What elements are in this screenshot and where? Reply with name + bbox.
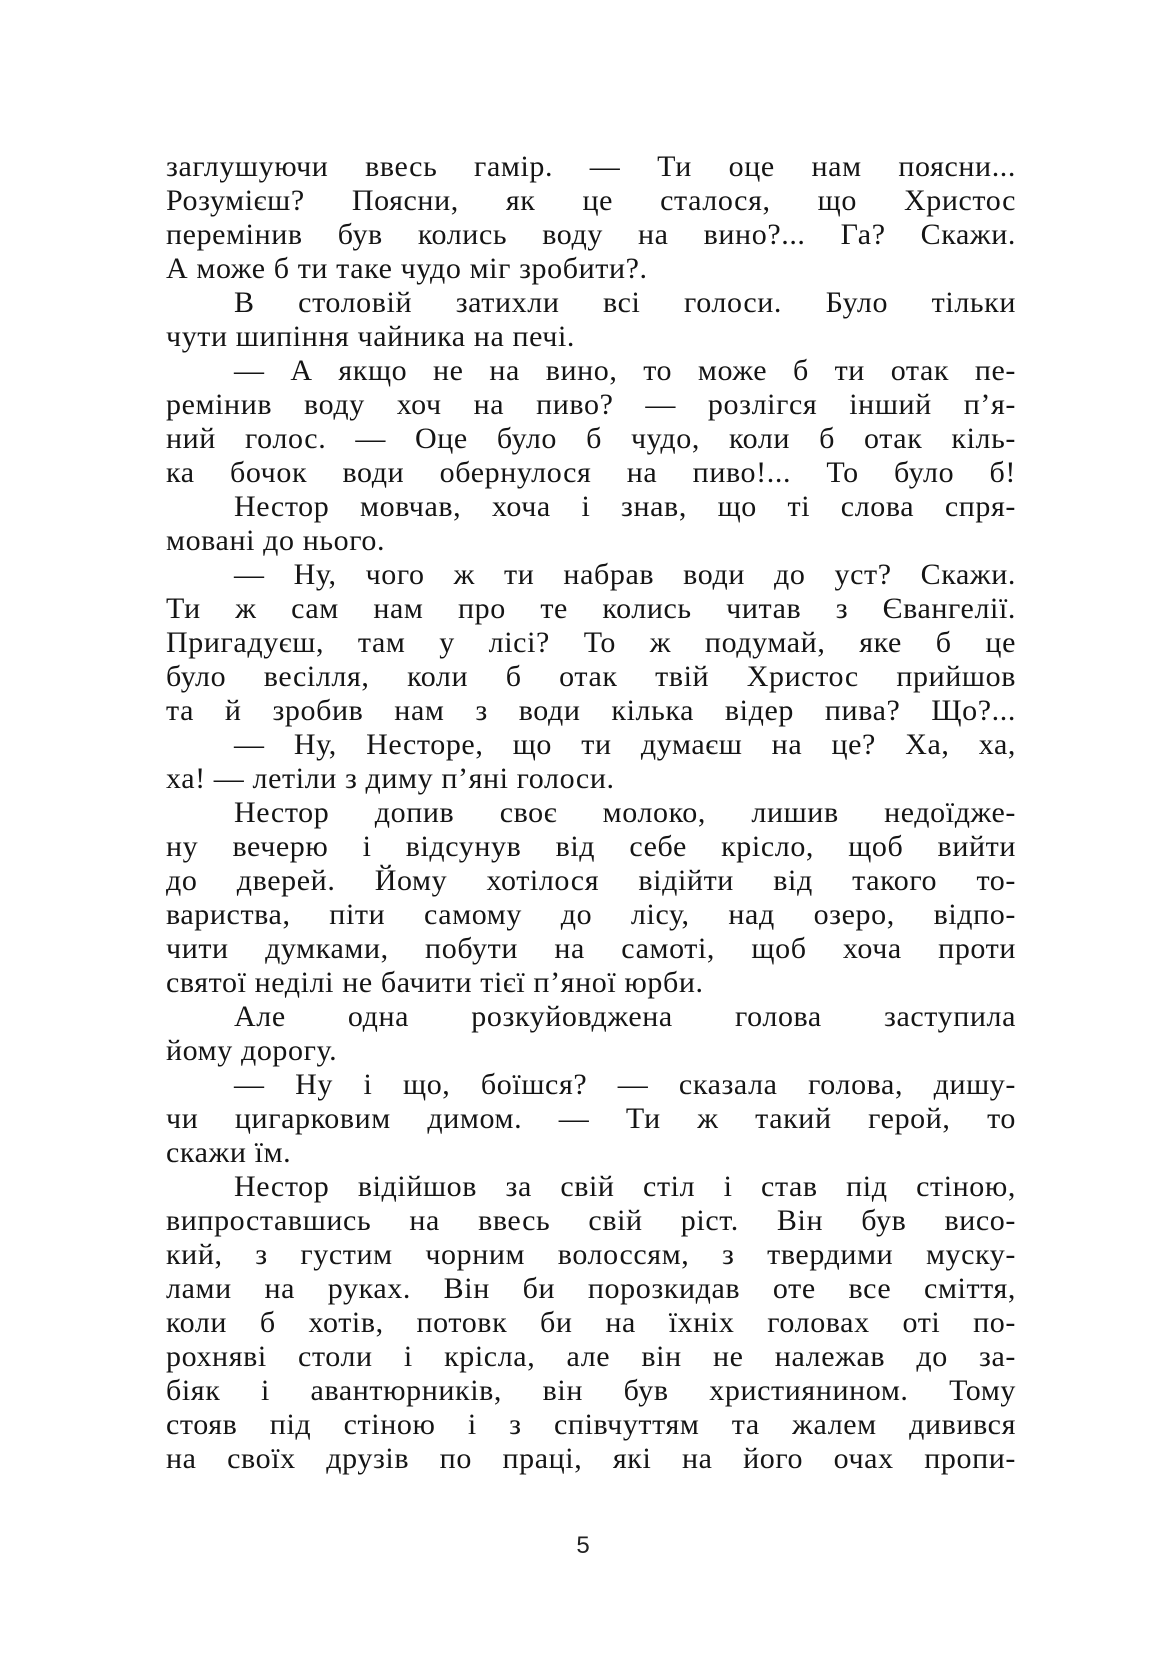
text-line: коли б хотів, потовк би на їхніх головах оті по- — [166, 1306, 1016, 1339]
text-line: мовані до нього. — [166, 524, 386, 557]
text-line: чи цигарковим димом. — Ти ж такий герой, то — [166, 1102, 1016, 1135]
text-line: Ти ж сам нам про те колись читав з Євангелії. — [166, 592, 1016, 625]
text-line: чути шипіння чайника на печі. — [166, 320, 576, 353]
text-line: випроставшись на ввесь свій ріст. Він був висо- — [166, 1204, 1016, 1237]
text-line: Нестор мовчав, хоча і знав, що ті слова спря- — [234, 490, 1016, 523]
text-line: Нестор відійшов за свій стіл і став під стіною, — [234, 1170, 1016, 1203]
text-line: заглушуючи ввесь гамір. — Ти оце нам поясни... — [166, 150, 1016, 183]
text-line: Розумієш? Поясни, як це сталося, що Христос — [166, 184, 1016, 217]
text-line: чити думками, побути на самоті, щоб хоча проти — [166, 932, 1016, 965]
text-line: — Ну і що, боїшся? — сказала голова, дишу- — [234, 1068, 1016, 1101]
text-line: йому дорогу. — [166, 1034, 338, 1067]
text-line: та й зробив нам з води кілька відер пива? Що?... — [166, 694, 1016, 727]
text-line: ремінив воду хоч на пиво? — розлігся інший п’я- — [166, 388, 1016, 421]
text-line: кий, з густим чорним волоссям, з твердими муску- — [166, 1238, 1016, 1271]
text-line: ка бочок води обернулося на пиво!... То було б! — [166, 456, 1016, 489]
text-line: на своїх друзів по праці, які на його очах пропи- — [166, 1442, 1016, 1475]
text-line: святої неділі не бачити тієї п’яної юрби. — [166, 966, 704, 999]
body-text — [166, 150, 1016, 1476]
text-line: — Ну, чого ж ти набрав води до уст? Скажи. — [234, 558, 1016, 591]
text-line: скажи їм. — [166, 1136, 292, 1169]
text-line: — Ну, Несторе, що ти думаєш на це? Ха, ха, — [234, 728, 1016, 761]
text-line: біяк і авантюрників, він був християнином. Тому — [166, 1374, 1016, 1407]
text-line: Але одна розкуйовджена голова заступила — [234, 1000, 1016, 1033]
page-number: 5 — [576, 1532, 590, 1559]
text-line: вариства, піти самому до лісу, над озеро, відпо- — [166, 898, 1016, 931]
text-line: — А якщо не на вино, то може б ти отак пе- — [234, 354, 1016, 387]
text-line: рохняві столи і крісла, але він не належав до за- — [166, 1340, 1016, 1373]
text-line: В столовій затихли всі голоси. Було тільки — [234, 286, 1016, 319]
text-line: ха! — летіли з диму п’яні голоси. — [166, 762, 615, 795]
text-line: Нестор допив своє молоко, лишив недоїдже- — [234, 796, 1016, 829]
text-line: до дверей. Йому хотілося відійти від такого то- — [166, 864, 1016, 897]
text-line: було весілля, коли б отак твій Христос прийшов — [166, 660, 1016, 693]
text-line: перемінив був колись воду на вино?... Га? Скажи. — [166, 218, 1016, 251]
text-line: лами на руках. Він би порозкидав оте все сміття, — [166, 1272, 1016, 1305]
text-line: стояв під стіною і з співчуттям та жалем дивився — [166, 1408, 1016, 1441]
text-line: ну вечерю і відсунув від себе крісло, щоб вийти — [166, 830, 1016, 863]
text-line: ний голос. — Оце було б чудо, коли б отак кіль- — [166, 422, 1016, 455]
text-line: А може б ти таке чудо міг зробити?. — [166, 252, 648, 285]
text-line: Пригадуєш, там у лісі? То ж подумай, яке б це — [166, 626, 1016, 659]
